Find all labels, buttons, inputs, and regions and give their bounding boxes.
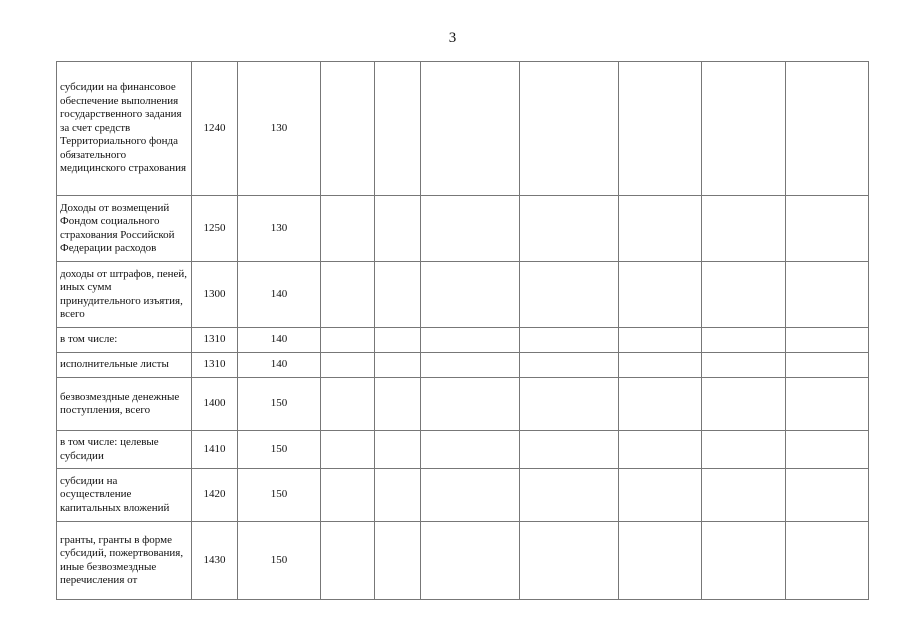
row-code: 1400 bbox=[192, 378, 238, 431]
empty-cell bbox=[786, 353, 869, 378]
empty-cell bbox=[321, 262, 375, 328]
empty-cell bbox=[786, 328, 869, 353]
row-name: исполнительные листы bbox=[57, 353, 192, 378]
empty-cell bbox=[375, 62, 421, 196]
empty-cell bbox=[375, 328, 421, 353]
empty-cell bbox=[375, 262, 421, 328]
row-kbk: 150 bbox=[238, 469, 321, 522]
table-row bbox=[57, 328, 869, 353]
empty-cell bbox=[421, 196, 520, 262]
empty-cell bbox=[520, 262, 619, 328]
table-row bbox=[57, 353, 869, 378]
empty-cell bbox=[520, 469, 619, 522]
empty-cell bbox=[702, 353, 786, 378]
table-row bbox=[57, 262, 869, 328]
empty-cell bbox=[520, 196, 619, 262]
row-kbk: 130 bbox=[238, 196, 321, 262]
row-code: 1300 bbox=[192, 262, 238, 328]
empty-cell bbox=[321, 62, 375, 196]
empty-cell bbox=[619, 328, 702, 353]
row-code: 1420 bbox=[192, 469, 238, 522]
empty-cell bbox=[520, 522, 619, 600]
table-row bbox=[57, 469, 869, 522]
table-row bbox=[57, 522, 869, 600]
empty-cell bbox=[421, 431, 520, 469]
empty-cell bbox=[321, 522, 375, 600]
empty-cell bbox=[421, 469, 520, 522]
empty-cell bbox=[786, 262, 869, 328]
row-kbk: 150 bbox=[238, 378, 321, 431]
empty-cell bbox=[702, 262, 786, 328]
empty-cell bbox=[786, 196, 869, 262]
row-name: доходы от штрафов, пеней, иных сумм принудительного изъятия, всего bbox=[57, 262, 192, 328]
empty-cell bbox=[520, 62, 619, 196]
empty-cell bbox=[702, 469, 786, 522]
empty-cell bbox=[619, 196, 702, 262]
empty-cell bbox=[375, 196, 421, 262]
row-kbk: 140 bbox=[238, 262, 321, 328]
row-name: Доходы от возмещений Фондом социального страхования Российской Федерации расходов bbox=[57, 196, 192, 262]
empty-cell bbox=[786, 431, 869, 469]
empty-cell bbox=[786, 378, 869, 431]
empty-cell bbox=[421, 328, 520, 353]
row-code: 1410 bbox=[192, 431, 238, 469]
empty-cell bbox=[619, 378, 702, 431]
empty-cell bbox=[375, 431, 421, 469]
empty-cell bbox=[619, 262, 702, 328]
row-name: безвозмездные денежные поступления, всего bbox=[57, 378, 192, 431]
row-kbk: 140 bbox=[238, 353, 321, 378]
empty-cell bbox=[702, 328, 786, 353]
row-kbk: 150 bbox=[238, 522, 321, 600]
empty-cell bbox=[702, 431, 786, 469]
empty-cell bbox=[321, 328, 375, 353]
empty-cell bbox=[421, 62, 520, 196]
empty-cell bbox=[321, 431, 375, 469]
empty-cell bbox=[375, 378, 421, 431]
empty-cell bbox=[702, 378, 786, 431]
table-row bbox=[57, 378, 869, 431]
empty-cell bbox=[786, 62, 869, 196]
row-name: гранты, гранты в форме субсидий, пожертвования, иные безвозмездные перечисления от bbox=[57, 522, 192, 600]
row-name: субсидии на осуществление капитальных вложений bbox=[57, 469, 192, 522]
empty-cell bbox=[321, 469, 375, 522]
empty-cell bbox=[619, 62, 702, 196]
table-row bbox=[57, 62, 869, 196]
row-code: 1250 bbox=[192, 196, 238, 262]
row-name: субсидии на финансовое обеспечение выполнения государственного задания за счет средств Территориального фонда обязательного медицинского страхования bbox=[57, 62, 192, 196]
row-code: 1310 bbox=[192, 328, 238, 353]
empty-cell bbox=[375, 353, 421, 378]
empty-cell bbox=[786, 522, 869, 600]
empty-cell bbox=[321, 353, 375, 378]
empty-cell bbox=[321, 378, 375, 431]
empty-cell bbox=[421, 353, 520, 378]
empty-cell bbox=[375, 469, 421, 522]
empty-cell bbox=[702, 62, 786, 196]
empty-cell bbox=[520, 431, 619, 469]
row-name: в том числе: целевые субсидии bbox=[57, 431, 192, 469]
row-kbk: 130 bbox=[238, 62, 321, 196]
empty-cell bbox=[375, 522, 421, 600]
row-code: 1430 bbox=[192, 522, 238, 600]
empty-cell bbox=[786, 469, 869, 522]
empty-cell bbox=[321, 196, 375, 262]
empty-cell bbox=[619, 469, 702, 522]
empty-cell bbox=[421, 262, 520, 328]
empty-cell bbox=[619, 522, 702, 600]
empty-cell bbox=[520, 328, 619, 353]
empty-cell bbox=[619, 431, 702, 469]
empty-cell bbox=[619, 353, 702, 378]
row-name: в том числе: bbox=[57, 328, 192, 353]
empty-cell bbox=[421, 522, 520, 600]
empty-cell bbox=[520, 353, 619, 378]
row-code: 1310 bbox=[192, 353, 238, 378]
empty-cell bbox=[702, 522, 786, 600]
page-number: 3 bbox=[448, 30, 457, 46]
table-row bbox=[57, 196, 869, 262]
empty-cell bbox=[421, 378, 520, 431]
row-kbk: 150 bbox=[238, 431, 321, 469]
empty-cell bbox=[520, 378, 619, 431]
row-code: 1240 bbox=[192, 62, 238, 196]
financial-table bbox=[56, 61, 869, 600]
row-kbk: 140 bbox=[238, 328, 321, 353]
table-row bbox=[57, 431, 869, 469]
empty-cell bbox=[702, 196, 786, 262]
